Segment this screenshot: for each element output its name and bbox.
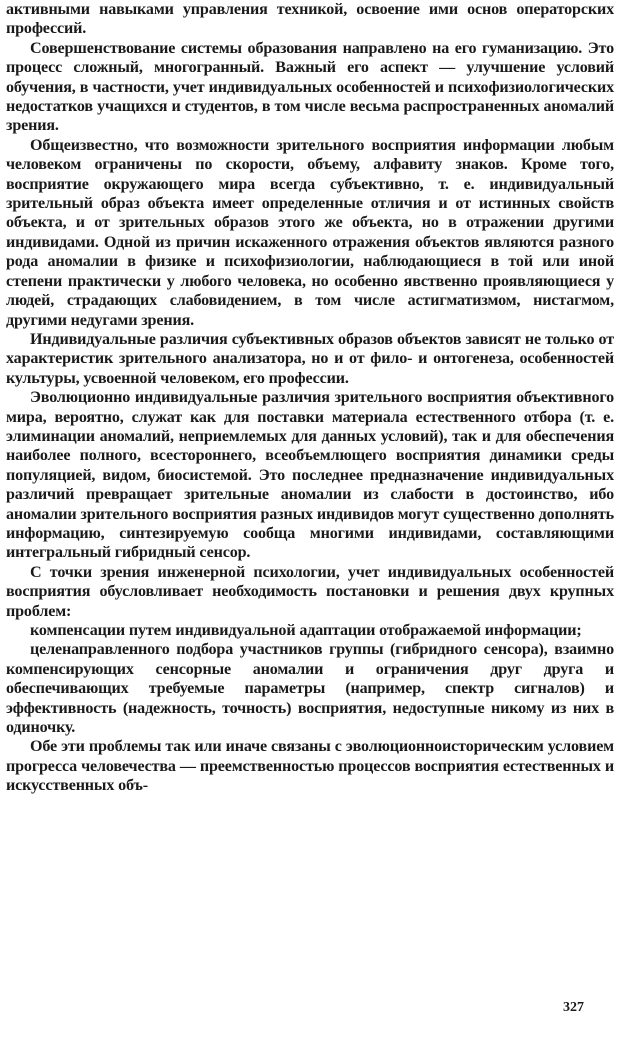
paragraph: Общеизвестно, что возможности зрительного восприятия информации любым человеком ограничены по скорости, объему, алфавиту знаков. Кроме того, восприятие окружающего мира всегда субъективно, т. е. индивидуальный зрительный образ объекта имеет определенные отличия и от истинных свойств объекта, и от зрительных образов этого же объекта, но в отражении другими индивидами. Одной из причин искаженного отражения объектов являются разного рода аномалии в физике и психофизиологии, наблюдающиеся в той или иной степени практически у любого человека, но особенно явственно проявляющиеся у людей, страдающих слабовидением, в том числе астигматизмом, нистагмом, другими недугами зрения. xyxy=(6,136,614,329)
page-number: 327 xyxy=(563,1000,584,1015)
paragraph: Индивидуальные различия субъективных образов объектов зависят не только от характеристик зрительного анализатора, но и от фило- и онтогенеза, особенностей культуры, усвоенной человеком, его профессии. xyxy=(6,330,614,387)
paragraph: Обе эти проблемы так или иначе связаны с эволюционноисторическим условием прогресса человечества — преемственностью процессов восприятия естественных и искусственных объ- xyxy=(6,738,614,795)
paragraph: целенаправленного подбора участников группы (гибридного сенсора), взаимно компенсирующих сенсорные аномалии и ограничения друг друга и обеспечивающих требуемые параметры (например, спектр сигналов) и эффективность (надежность, точность) восприятия, недоступные никому из них в одиночку. xyxy=(6,641,614,737)
paragraph: Совершенствование системы образования направлено на его гуманизацию. Это процесс сложный, многогранный. Важный его аспект — улучшение условий обучения, в частности, учет индивидуальных особенностей и психофизиологических недостатков учащихся и студентов, в том числе весьма распространенных аномалий зрения. xyxy=(6,39,614,135)
paragraph: компенсации путем индивидуальной адаптации отображаемой информации; xyxy=(30,622,582,639)
paragraph-continuation: активными навыками управления техникой, освоение ими основ операторских профессий. xyxy=(6,1,614,38)
paragraph: С точки зрения инженерной психологии, учет индивидуальных особенностей восприятия обусловливает необходимость постановки и решения двух крупных проблем: xyxy=(6,563,614,620)
body-text xyxy=(6,0,614,796)
paragraph: Эволюционно индивидуальные различия зрительного восприятия объективного мира, вероятно, служат как для поставки материала естественного отбора (т. е. элиминации аномалий, неприемлемых для данных условий), так и для обеспечения наиболее полного, всестороннего, всеобъемлющего восприятия динамики среды популяцией, видом, биосистемой. Это последнее предназначение индивидуальных различий превращает зрительные аномалии из слабости в достоинство, ибо аномалии зрительного восприятия разных индивидов могут существенно дополнять информацию, синтезируемую сообща многими индивидами, составляющими интегральный гибридный сенсор. xyxy=(6,389,614,562)
